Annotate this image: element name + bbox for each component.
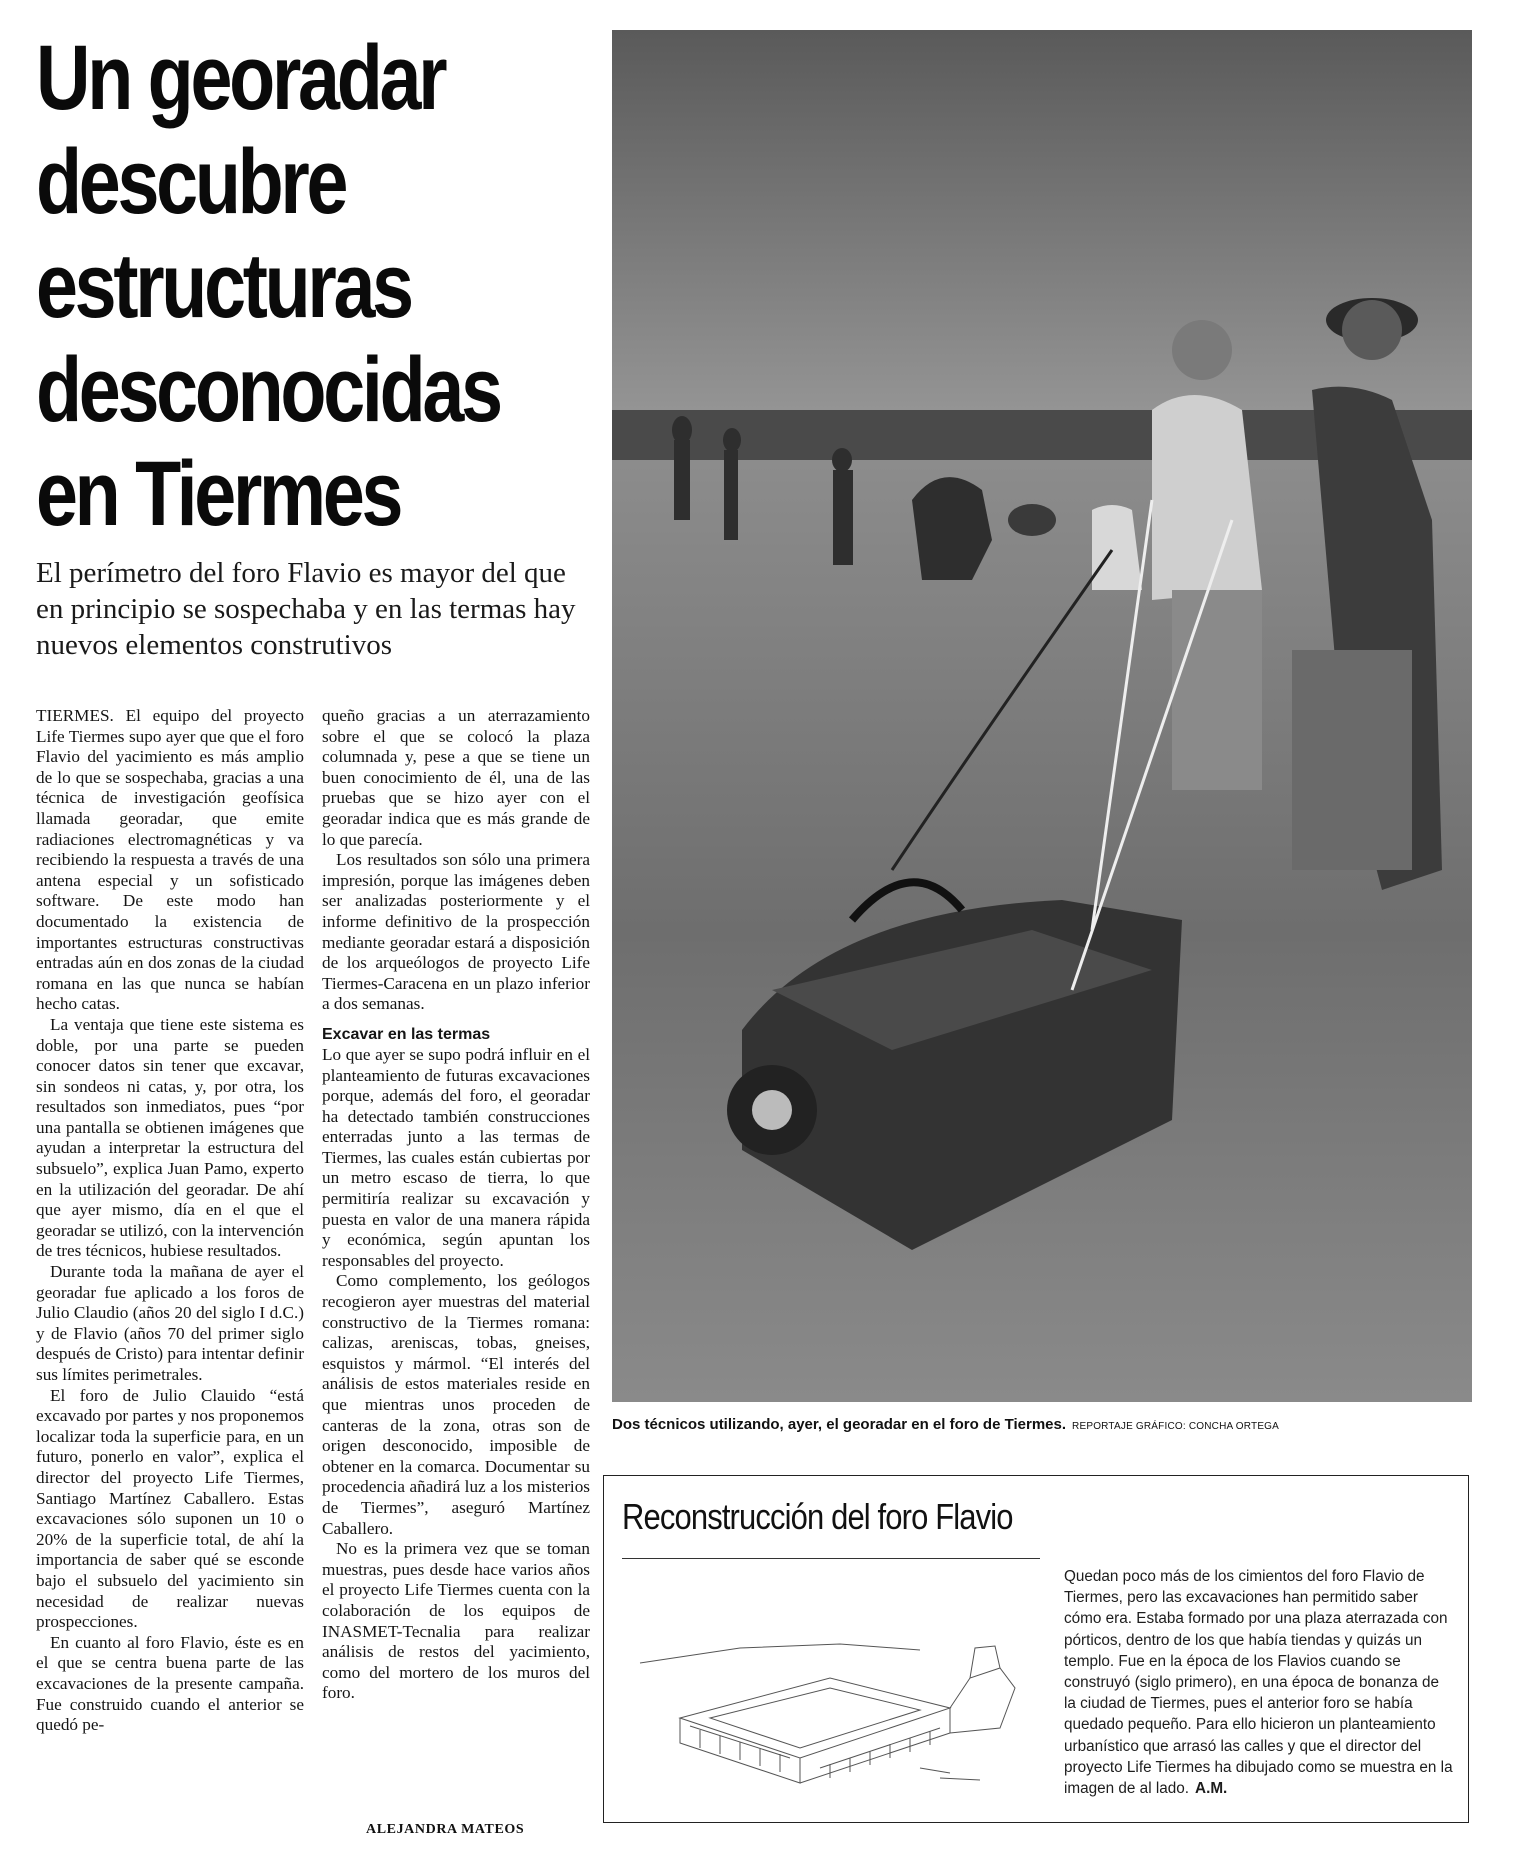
paragraph: Durante toda la mañana de ayer el georadar fue aplicado a los foros de Julio Claudio (años 20 del siglo I d.C.) y de Flavio (años 70 del primer siglo después de Cristo) para intentar definir sus límites perimetrales. [36,1262,304,1384]
divider [622,1558,1040,1559]
article-column-2 [322,706,590,1704]
caption-text: Dos técnicos utilizando, ayer, el georadar en el foro de Tiermes. [612,1416,1067,1433]
paragraph: TIERMES. El equipo del proyecto Life Tiermes supo ayer que que el foro Flavio del yacimiento es más amplio de lo que se sospechaba, gracias a una técnica de investigación geofísica llamada georadar, que emite radiaciones electromagnéticas y va recibiendo la respuesta a través de una antena especial y un sofisticado software. De este modo han documentado la existencia de importantes estructuras constructivas entradas aún en dos zonas de la ciudad romana en las que nunca se habían hecho catas. [36,706,304,1014]
sidebar-box [603,1475,1469,1823]
georadar-photo [612,30,1472,1402]
byline: ALEJANDRA MATEOS [366,1822,525,1837]
paragraph: Lo que ayer se supo podrá influir en el planteamiento de futuras excavaciones porque, además del foro, el georadar ha detectado también construcciones enterradas junto a las termas de Tiermes, las cuales están cubiertas por un metro escaso de tierra, lo que permitiría realizar su excavación y puesta en valor de una manera rápida y económica, según apuntan los responsables del proyecto. [322,1044,590,1270]
paragraph: En cuanto al foro Flavio, éste es en el que se centra buena parte de las excavaciones de la presente campaña. Fue construido cuando el anterior se quedó pe- [36,1632,304,1735]
headline-line: Un georadar [36,27,445,129]
paragraph: queño gracias a un aterrazamiento sobre el que se colocó la plaza columnada y, pese a que se tiene un buen conocimiento de él, una de las pruebas que se hizo ayer con el georadar indica que es más grande de lo que parecía. [322,706,590,849]
sidebar-body: Quedan poco más de los cimientos del foro Flavio de Tiermes, pero las excavaciones han permitido saber cómo era. Estaba formado por una plaza aterrazada con pórticos, dentro de los que había tiendas y quizás un templo. Fue en la época de los Flavios cuando se construyó (siglo primero), en una época de bonanza de la ciudad de Tiermes, pues el anterior foro se había quedado pequeño. Para ello hicieron un planteamiento urbanístico que arrasó las calles y que el director del proyecto Life Tiermes ha dibujado como se muestra en la imagen de al lado. [1064,1568,1453,1798]
paragraph: Los resultados son sólo una primera impresión, porque las imágenes deben ser analizadas posteriormente y el informe definitivo de la prospección mediante georadar estará a disposición de los arqueólogos de proyecto Life Tiermes-Caracena en un plazo inferior a dos semanas. [322,850,590,1014]
headline-line: desconocidas [36,339,500,441]
sidebar-title: Reconstrucción del foro Flavio [622,1496,1013,1537]
section-subheading: Excavar en las termas [322,1025,491,1043]
headline [36,26,500,546]
photo-credit: REPORTAJE GRÁFICO: CONCHA ORTEGA [1072,1421,1280,1432]
headline-line: estructuras [36,235,411,337]
headline-line: descubre [36,131,346,233]
sidebar-text [1064,1566,1454,1799]
headline-line: en Tiermes [36,443,401,545]
sidebar-signature: A.M. [1195,1780,1228,1798]
paragraph: Como complemento, los geólogos recogieron ayer muestras del material constructivo de la Tiermes romana: calizas, areniscas, tobas, gneises, esquistos y mármol. “El interés del análisis de estos materiales reside en que mientras unos proceden de canteras de la zona, otras son de origen desconocido, imposible de obtener en la comarca. Documentar su procedencia añadirá luz a los misterios de Tiermes”, aseguró Martínez Caballero. [322,1271,590,1538]
paragraph: No es la primera vez que se toman muestras, pues desde hace varios años el proyecto Life Tiermes cuenta con la colaboración de los equipos de INASMET-Tecnalia para realizar análisis de restos del yacimiento, como del mortero de los muros del foro. [322,1539,590,1703]
article-column-1 [36,706,304,1736]
paragraph: La ventaja que tiene este sistema es doble, por una parte se pueden conocer datos sin tener que excavar, sin sondeos ni catas, y, por otra, los resultados son inmediatos, pues “por una pantalla se obtienen imágenes que ayudan a interpretar la estructura del subsuelo”, explica Juan Pamo, experto en la utilización del georadar. De ahí que ayer mismo, día en el que el georadar se utilizó, con la intervención de tres técnicos, hubiese resultados. [36,1014,304,1261]
paragraph: El foro de Julio Clauido “está excavado por partes y nos proponemos localizar toda la superficie para, en un futuro, ponerlo en valor”, explica el director del proyecto Life Tiermes, Santiago Martínez Caballero. Estas excavaciones sólo suponen un 10 o 20% de la superficie total, de ahí la importancia de saber qué se esconde bajo el subsuelo del yacimiento sin necesidad de realizar nuevas prospecciones. [36,1385,304,1632]
forum-reconstruction-sketch [620,1568,1050,1808]
photo-caption [612,1416,1492,1433]
subheadline: El perímetro del foro Flavio es mayor del que en principio se sospechaba y en las termas hay nuevos elementos construtivos [36,557,576,661]
